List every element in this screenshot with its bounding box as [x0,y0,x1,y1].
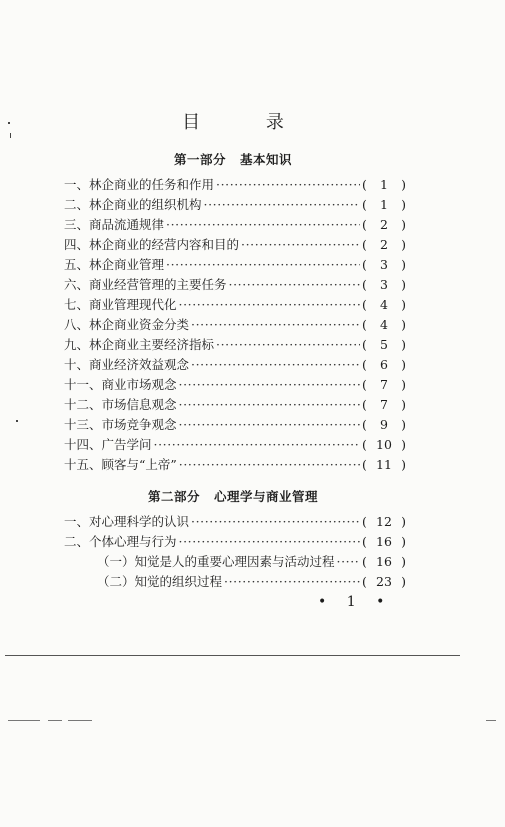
toc-page-number: 3 [380,257,388,272]
toc-page-ref [362,415,406,435]
toc-page-ref [362,215,406,235]
scan-speck [16,420,18,422]
toc-entry-label: （一）知觉是人的重要心理因素与活动过程 [97,554,335,569]
toc-entry-label: 二、个体心理与行为 [64,534,177,549]
toc-page-number: 4 [380,297,388,312]
toc-entry-label: 十五、顾客与“上帝” [64,457,177,472]
toc-page-number: 6 [380,357,388,372]
paren-open: ( [362,177,367,192]
toc-entry-label: 六、商业经营管理的主要任务 [64,277,227,292]
toc-entry [64,335,406,355]
part-one-heading [0,150,466,168]
page-title: 目 录 [182,112,314,133]
toc-page-number: 16 [376,534,392,549]
toc-entry [64,415,406,435]
toc-page-number: 3 [380,277,388,292]
toc-entry-label: 七、商业管理现代化 [64,297,177,312]
paren-open: ( [362,217,367,232]
toc-entry-label: （二）知觉的组织过程 [97,574,223,589]
paren-open: ( [362,317,367,332]
paren-close: ) [401,554,406,569]
toc-entry [64,315,406,335]
toc-page-ref [362,572,406,592]
toc-entry [64,195,406,215]
page-number-folio: • 1 • [318,594,393,610]
toc-page-number: 12 [376,514,392,529]
toc-page-ref [362,435,406,455]
toc-entry-label: 十二、市场信息观念 [64,397,177,412]
scan-rule-line [5,655,460,656]
toc-entry [64,435,406,455]
toc-subentry [64,572,406,592]
toc-page-number: 5 [380,337,388,352]
toc-entry [64,395,406,415]
toc-page-ref [362,315,406,335]
toc-dot-leader [337,552,360,572]
toc-entry [64,295,406,315]
toc-page-number: 7 [380,397,388,412]
paren-open: ( [362,277,367,292]
toc-page-ref [362,195,406,215]
scan-speck [8,122,10,124]
paren-open: ( [362,257,367,272]
toc-dot-leader [216,335,360,355]
toc-entry-label: 四、林企商业的经营内容和目的 [64,237,240,252]
paren-open: ( [362,197,367,212]
toc-entry-label: 三、商品流通规律 [64,217,165,232]
paren-open: ( [362,574,367,589]
part-two-heading [0,487,466,505]
paren-open: ( [362,457,367,472]
paren-open: ( [362,377,367,392]
toc-dot-leader [154,435,360,455]
toc-entry [64,235,406,255]
paren-close: ) [401,317,406,332]
toc-page-number: 23 [376,574,392,589]
toc-entry-label: 十三、市场竞争观念 [64,417,177,432]
toc-subentry [64,552,406,572]
toc-page-number: 1 [380,197,388,212]
toc-entry [64,175,406,195]
paren-open: ( [362,417,367,432]
toc-page-ref [362,255,406,275]
toc-page-ref [362,455,406,475]
toc-dot-leader [179,375,360,395]
paren-close: ) [401,574,406,589]
part-one-number: 第一部分 [173,152,226,167]
paren-close: ) [401,237,406,252]
paren-close: ) [401,197,406,212]
part-one-toc-list [64,175,406,475]
toc-dot-leader [191,355,360,375]
toc-entry-label: 二、林企商业的组织机构 [64,197,202,212]
toc-page-ref [362,532,406,552]
paren-close: ) [401,277,406,292]
paren-close: ) [401,437,406,452]
paren-open: ( [362,397,367,412]
paren-close: ) [401,534,406,549]
toc-dot-leader [191,512,360,532]
toc-page-number: 7 [380,377,388,392]
toc-page-ref [362,295,406,315]
toc-dot-leader [191,315,360,335]
toc-page-number: 2 [380,217,388,232]
scan-rule-fragment [8,720,40,721]
toc-page-ref [362,512,406,532]
paren-close: ) [401,257,406,272]
toc-page-ref [362,235,406,255]
toc-dot-leader [166,255,360,275]
part-two-title: 心理学与商业管理 [214,489,319,504]
toc-entry [64,532,406,552]
toc-page-number: 2 [380,237,388,252]
toc-page-number: 11 [376,457,392,472]
paren-close: ) [401,377,406,392]
toc-dot-leader [179,295,360,315]
paren-open: ( [362,357,367,372]
paren-close: ) [401,357,406,372]
toc-page-ref [362,175,406,195]
toc-dot-leader [224,572,360,592]
toc-entry [64,275,406,295]
scan-speck [10,133,11,138]
toc-entry-label: 五、林企商业管理 [64,257,165,272]
toc-entry-label: 一、林企商业的任务和作用 [64,177,215,192]
toc-dot-leader [204,195,360,215]
toc-dot-leader [179,415,360,435]
toc-entry-label: 十一、商业市场观念 [64,377,177,392]
toc-entry-label: 一、对心理科学的认识 [64,514,190,529]
toc-page-number: 4 [380,317,388,332]
toc-entry [64,512,406,532]
paren-close: ) [401,514,406,529]
toc-entry [64,455,406,475]
toc-page-number: 9 [380,417,388,432]
toc-dot-leader [179,395,360,415]
part-one-title: 基本知识 [240,152,293,167]
toc-entry [64,355,406,375]
paren-close: ) [401,397,406,412]
toc-entry-label: 十、商业经济效益观念 [64,357,190,372]
paren-open: ( [362,337,367,352]
scan-rule-fragment [486,720,496,721]
toc-page-number: 1 [380,177,388,192]
toc-dot-leader [229,275,360,295]
paren-close: ) [401,297,406,312]
paren-close: ) [401,457,406,472]
toc-entry-label: 八、林企商业资金分类 [64,317,190,332]
toc-entry [64,375,406,395]
toc-dot-leader [179,532,360,552]
part-two-number: 第二部分 [147,489,200,504]
toc-entry [64,215,406,235]
toc-page-ref [362,275,406,295]
paren-open: ( [362,237,367,252]
toc-page-ref [362,355,406,375]
paren-close: ) [401,177,406,192]
scan-rule-fragment [68,720,92,721]
toc-dot-leader [166,215,360,235]
toc-page-ref [362,395,406,415]
toc-dot-leader [216,175,360,195]
paren-open: ( [362,514,367,529]
toc-page-ref [362,375,406,395]
scan-rule-fragment [48,720,62,721]
toc-page-ref [362,552,406,572]
paren-open: ( [362,297,367,312]
paren-open: ( [362,437,367,452]
paren-open: ( [362,534,367,549]
part-two-toc-list [64,512,406,592]
toc-page-ref [362,335,406,355]
toc-dot-leader [241,235,360,255]
paren-close: ) [401,417,406,432]
toc-page-number: 16 [376,554,392,569]
toc-page-number: 10 [376,437,392,452]
toc-entry [64,255,406,275]
toc-dot-leader [179,455,360,475]
toc-entry-label: 十四、广告学问 [64,437,152,452]
paren-close: ) [401,217,406,232]
paren-open: ( [362,554,367,569]
toc-entry-label: 九、林企商业主要经济指标 [64,337,215,352]
paren-close: ) [401,337,406,352]
